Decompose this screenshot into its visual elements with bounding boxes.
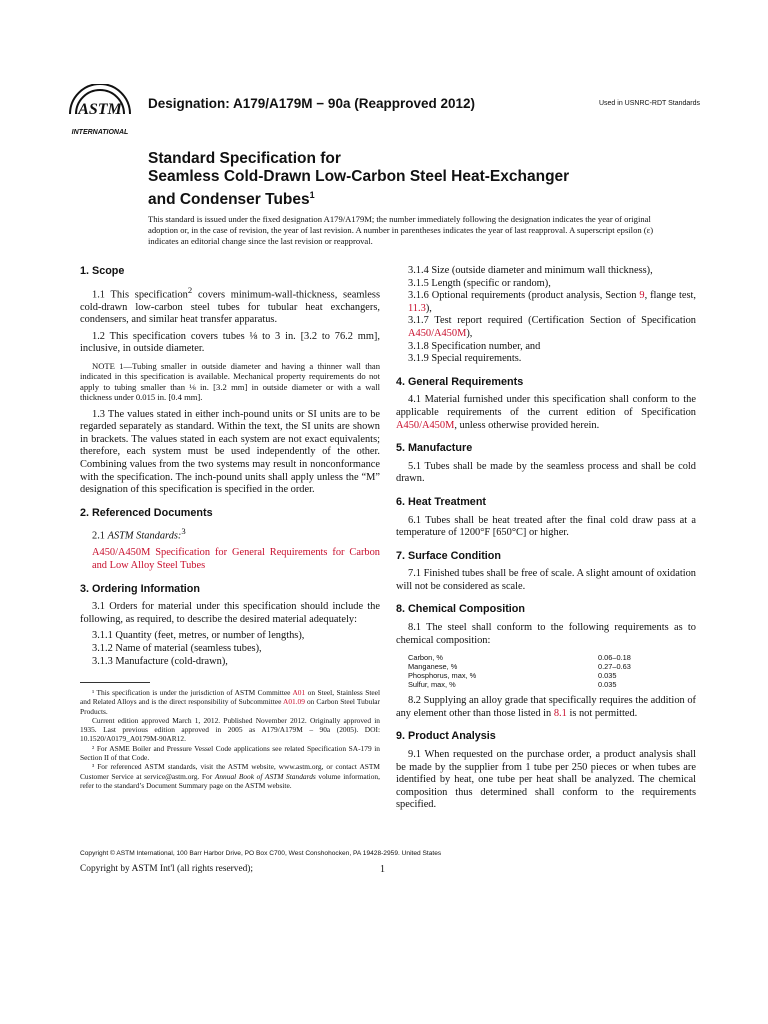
paragraph-7-1: 7.1 Finished tubes shall be free of scale. A slight amount of oxidation will not be considered as scale.	[396, 568, 697, 592]
paragraph-8-2: 8.2 Supplying an alloy grade that specifically requires the addition of any element other than those listed in 8.1 is not permitted.	[396, 695, 696, 719]
list-item: 3.1.9 Special requirements.	[408, 353, 522, 365]
footnote-marker: 3	[181, 526, 186, 537]
section-link[interactable]: 9	[639, 290, 645, 302]
logo-subtext: INTERNATIONAL	[71, 129, 129, 136]
list-item: 3.1.2 Name of material (seamless tubes),	[92, 643, 262, 655]
section-heading: 1. Scope	[80, 265, 125, 277]
paragraph-4-1: 4.1 Material furnished under this specification shall conform to the applicable requirements of the current edition of Specification A450/A450M, unless otherwise provided herein.	[396, 394, 696, 431]
footnote-1-approval: Current edition approved March 1, 2012. Published November 2012. Originally approved in 1935. Last previous edition approved in 2005 as A179/A179M – 90a (2005). DOI: 10.1520/A0179_A0179M-90AR12.	[80, 715, 380, 744]
section-heading: 7. Surface Condition	[396, 549, 501, 562]
footnote-1: ¹ This specification is under the jurisdiction of ASTM Committee A01 on Steel, Stainless Steel and Related Alloys and is the direct responsibility of Subcommittee A01.09 on Carbon Steel Tubular Products.	[80, 688, 381, 716]
footnote-2: ² For ASME Boiler and Pressure Vessel Code applications see related Specification SA-179 in Section II of that Code.	[80, 743, 380, 763]
copyright-notice: Copyright by ASTM Int'l (all rights reserved);	[80, 864, 254, 874]
list-item: 3.1.7 Test report required (Certification Section of Specification A450/A450M),	[408, 315, 696, 339]
title-line-3: and Condenser Tubes$^1$	[148, 190, 315, 209]
logo-text: ASTM	[78, 101, 122, 118]
list-item: 3.1.1 Quantity (feet, metres, or number of lengths),	[92, 630, 305, 642]
section-heading: 3. Ordering Information	[80, 582, 200, 595]
chemical-composition-table	[408, 653, 696, 689]
section-link[interactable]: 11.3	[408, 302, 426, 314]
list-item: 3.1.8 Specification number, and	[408, 340, 541, 352]
table-cell: Sulfur, max, %	[408, 680, 456, 690]
section-heading: 8. Chemical Composition	[396, 603, 525, 616]
footnote-3: ³ For referenced ASTM standards, visit the ASTM website, www.astm.org, or contact ASTM Customer Service at service@astm.org. For Annual Book of ASTM Standards volume information, refer to the standard’s Document Summary page on the ASTM website.	[80, 762, 380, 790]
section-heading: 5. Manufacture	[396, 442, 473, 455]
table-cell: Phosphorus, max, %	[408, 671, 477, 681]
table-cell: 0.035	[598, 671, 617, 681]
paragraph-3-1: 3.1 Orders for material under this specification should include the following, as required, to describe the desired material adequately:	[80, 601, 380, 625]
page-number: 1	[380, 864, 385, 875]
section-heading: 4. General Requirements	[396, 375, 524, 388]
paragraph-5-1: 5.1 Tubes shall be made by the seamless process and shall be cold drawn.	[396, 460, 696, 485]
footnote-divider	[80, 682, 150, 683]
left-column	[80, 265, 380, 668]
section-heading: 6. Heat Treatment	[396, 495, 487, 508]
reference-link-a450[interactable]: A450/A450M	[408, 327, 467, 339]
note-1: NOTE 1—Tubing smaller in outside diameter and having a thinner wall than indicated in this specification is available. Mechanical property requirements do not apply to tubing smaller than ⅛ in. [3.2 mm] in outside diameter or with a wall thickness under 0.015 in. [0.4 mm].	[80, 361, 380, 403]
paragraph-8-1: 8.1 The steel shall conform to the following requirements as to chemical composition:	[396, 622, 696, 646]
reference-link-a450[interactable]: A450/A450M	[92, 547, 151, 559]
paragraph-9-1: 9.1 When requested on the purchase order, a product analysis shall be made by the supplier from 1 tube per 250 pieces or when tubes are identified by heat, one tube per heat shall be analyzed. The chemical composition thus determined shall conform to the requirements specified.	[396, 749, 696, 811]
section-heading: 9. Product Analysis	[396, 730, 496, 743]
subcommittee-link[interactable]: A01.09	[282, 697, 305, 707]
table-cell: Carbon, %	[408, 653, 443, 663]
list-item: 3.1.4 Size (outside diameter and minimum wall thickness),	[408, 265, 653, 276]
used-in-note: Used in USNRC-RDT Standards	[598, 100, 700, 107]
table-cell: 0.035	[598, 680, 617, 690]
section-heading: 2. Referenced Documents	[80, 506, 213, 519]
table-cell: 0.06–0.18	[598, 653, 631, 663]
paragraph-6-1: 6.1 Tubes shall be heat treated after the final cold draw pass at a temperature of 1200°F [650°C] or higher.	[396, 514, 696, 539]
standard-notice: This standard is issued under the fixed designation A179/A179M; the number immediately following the designation indicates the year of original adoption or, in the case of revision, the year of last revision. A number in parentheses indicates the year of last reapproval. A superscript epsilon (ε) indicates an editorial change since the last revision or reapproval.	[148, 214, 654, 246]
paragraph-1-1: 1.1 This specification$^2$ covers minimum-wall-thickness, seamless cold-drawn low-carbon steel tubes for tubular heat exchangers, condensers, and similar heat transfer apparatus.	[80, 284, 380, 326]
section-link[interactable]: 8.1	[553, 707, 567, 719]
footnote-marker: 2	[187, 284, 193, 295]
paragraph-2-1: 2.1 ASTM Standards:$^3$	[92, 526, 186, 542]
title-line-1: Standard Specification for	[148, 150, 341, 167]
paragraph-1-2: 1.2 This specification covers tubes ⅛ to 3 in. [3.2 to 76.2 mm], inclusive, in outside diameter.	[80, 330, 380, 355]
designation: Designation: A179/A179M − 90a (Reapproved 2012)	[148, 96, 475, 111]
right-column	[396, 265, 696, 816]
reference-link-a450[interactable]: A450/A450M	[396, 419, 455, 431]
title-footnote-marker: 1	[309, 190, 315, 200]
table-cell: Manganese, %	[408, 662, 458, 672]
title-line-2: Seamless Cold-Drawn Low-Carbon Steel Heat-Exchanger	[148, 168, 570, 185]
list-item: 3.1.6 Optional requirements (product analysis, Section 9, flange test, 11.3),	[408, 290, 696, 314]
paragraph-1-3: 1.3 The values stated in either inch-pound units or SI units are to be regarded separately as standard. Within the text, the SI units are shown in brackets. The values stated in each system are not exact equivalents; therefore, each system must be used independently of the other. Combining values from the two systems may result in nonconformance with the specification. The inch-pound units shall apply unless the “M” designation of this specification is specified in the order.	[80, 408, 380, 496]
footnotes	[80, 688, 380, 790]
astm-logo-icon	[62, 84, 144, 140]
committee-link[interactable]: A01	[292, 688, 306, 697]
table-cell: 0.27–0.63	[598, 662, 631, 672]
list-item: 3.1.5 Length (specific or random),	[408, 277, 551, 289]
reference-entry: A450/A450M Specification for General Requirements for Carbon and Low Alloy Steel Tubes	[92, 547, 380, 572]
copyright-address: Copyright © ASTM International, 100 Barr Harbor Drive, PO Box C700, West Conshohocken, PA 19428-2959. United States	[80, 850, 442, 857]
list-item: 3.1.3 Manufacture (cold-drawn),	[92, 655, 228, 667]
document-title	[148, 150, 668, 209]
